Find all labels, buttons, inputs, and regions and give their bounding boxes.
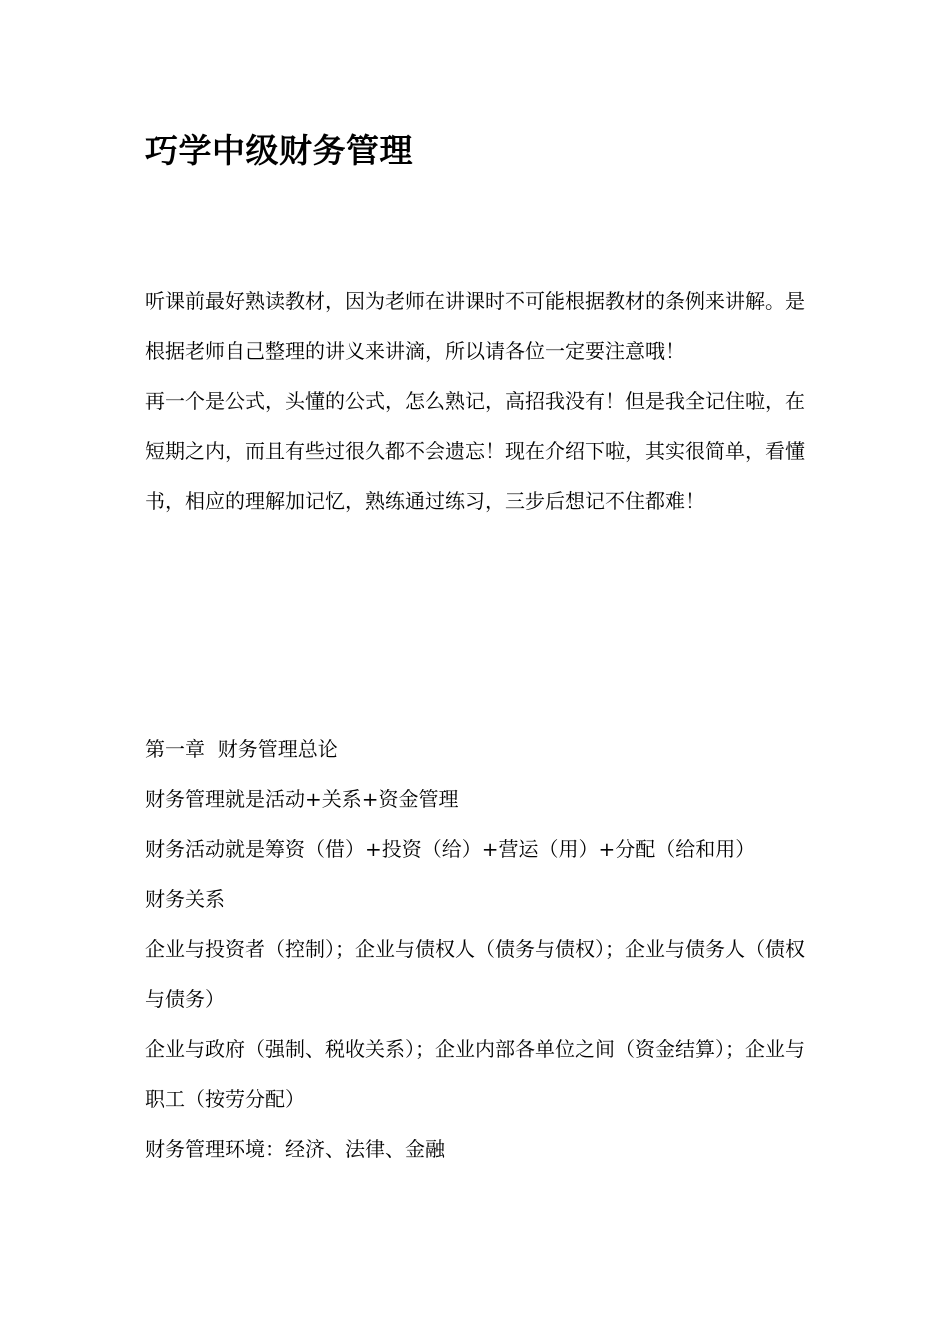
- chapter-line-2: 财务活动就是筹资（借）+投资（给）+营运（用）+分配（给和用）: [145, 837, 756, 861]
- chapter-heading: 第一章 财务管理总论: [145, 737, 338, 761]
- intro-section: [145, 276, 805, 526]
- intro-paragraph-1: 听课前最好熟读教材，因为老师在讲课时不可能根据教材的条例来讲解。是根据老师自己整理的讲义来讲滴，所以请各位一定要注意哦！: [145, 289, 805, 363]
- chapter-line-1: 财务管理就是活动+关系+资金管理: [145, 787, 459, 811]
- chapter-line-3: 财务关系: [145, 887, 225, 911]
- chapter-section: [145, 724, 805, 1174]
- document-title: 巧学中级财务管理: [145, 131, 413, 170]
- chapter-line-5: 企业与政府（强制、税收关系）；企业内部各单位之间（资金结算）；企业与职工（按劳分配）: [145, 1037, 805, 1111]
- chapter-line-6: 财务管理环境：经济、法律、金融: [145, 1137, 445, 1161]
- intro-paragraph-2: 再一个是公式，头懂的公式，怎么熟记，高招我没有！但是我全记住啦，在短期之内，而且有些过很久都不会遗忘！现在介绍下啦，其实很简单，看懂书，相应的理解加记忆，熟练通过练习，三步后想记不住都难！: [145, 389, 805, 513]
- chapter-line-4: 企业与投资者（控制）；企业与债权人（债务与债权）；企业与债务人（债权与债务）: [145, 937, 805, 1011]
